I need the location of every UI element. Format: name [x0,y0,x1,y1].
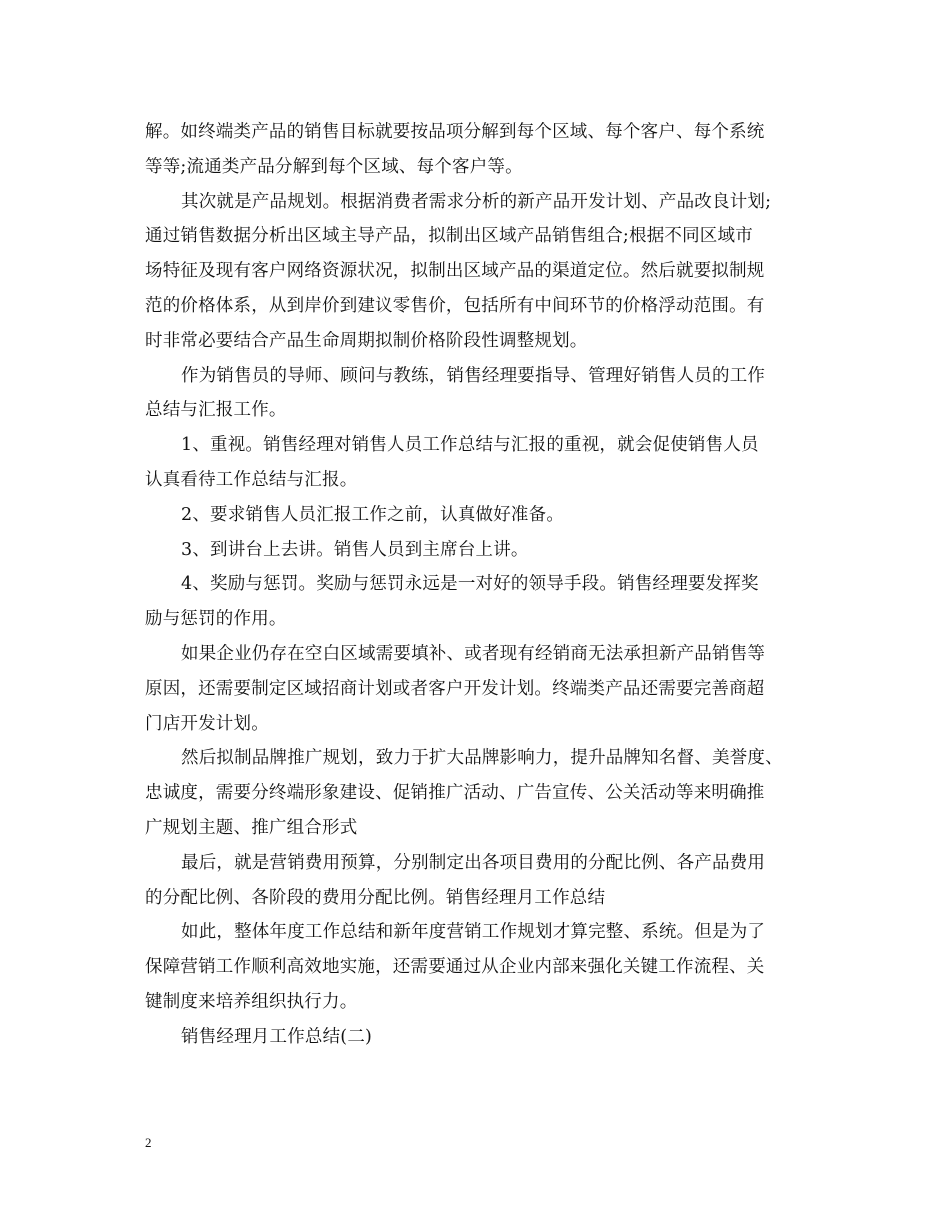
paragraph-start-line: 如果企业仍存在空白区域需要填补、或者现有经销商无法承担新产品销售等 [181,643,766,664]
list-item-line: 2、要求销售人员汇报工作之前，认真做好准备。 [181,504,565,525]
list-item-line: 1、重视。销售经理对销售人员工作总结与汇报的重视，就会促使销售人员 [181,435,759,456]
paragraph-start-line: 最后，就是营销费用预算，分别制定出各项目费用的分配比例、各产品费用 [181,852,766,873]
document-body [145,115,810,1055]
text-line: 键制度来培养组织执行力。 [145,991,358,1012]
text-line: 的分配比例、各阶段的费用分配比例。销售经理月工作总结 [145,887,606,908]
section-heading-line: 销售经理月工作总结(二) [181,1026,373,1047]
paragraph-start-line: 作为销售员的导师、顾问与教练，销售经理要指导、管理好销售人员的工作 [181,365,766,386]
text-line: 时非常必要结合产品生命周期拟制价格阶段性调整规划。 [145,330,588,351]
text-line: 场特征及现有客户网络资源状况，拟制出区域产品的渠道定位。然后就要拟制规 [145,261,765,282]
text-line: 解。如终端类产品的销售目标就要按品项分解到每个区域、每个客户、每个系统 [145,122,765,142]
text-line: 广规划主题、推广组合形式 [145,817,358,838]
text-line: 忠诚度，需要分终端形象建设、促销推广活动、广告宣传、公关活动等来明确推 [145,783,765,804]
text-line: 等等;流通类产品分解到每个区域、每个客户等。 [145,156,523,177]
list-item-line: 3、到讲台上去讲。销售人员到主席台上讲。 [181,539,529,560]
text-line: 总结与汇报工作。 [145,400,287,421]
text-line: 励与惩罚的作用。 [145,609,287,630]
paragraph-start-line: 然后拟制品牌推广规划，致力于扩大品牌影响力，提升品牌知名督、美誉度、 [181,748,783,769]
text-line: 原因，还需要制定区域招商计划或者客户开发计划。终端类产品还需要完善商超 [145,678,765,699]
paragraph-start-line: 其次就是产品规划。根据消费者需求分析的新产品开发计划、产品改良计划; [181,191,772,212]
text-line: 门店开发计划。 [145,713,269,734]
text-line: 范的价格体系，从到岸价到建议零售价，包括所有中间环节的价格浮动范围。有 [145,295,765,316]
list-item-line: 4、奖励与惩罚。奖励与惩罚永远是一对好的领导手段。销售经理要发挥奖 [181,574,759,595]
text-line: 通过销售数据分析出区域主导产品，拟制出区域产品销售组合;根据不同区域市 [145,226,753,247]
paragraph-start-line: 如此，整体年度工作总结和新年度营销工作规划才算完整、系统。但是为了 [181,922,766,943]
page-number: 2 [145,1135,152,1150]
text-line: 保障营销工作顺利高效地实施，还需要通过从企业内部来强化关键工作流程、关 [145,957,765,978]
text-line: 认真看待工作总结与汇报。 [145,469,358,490]
